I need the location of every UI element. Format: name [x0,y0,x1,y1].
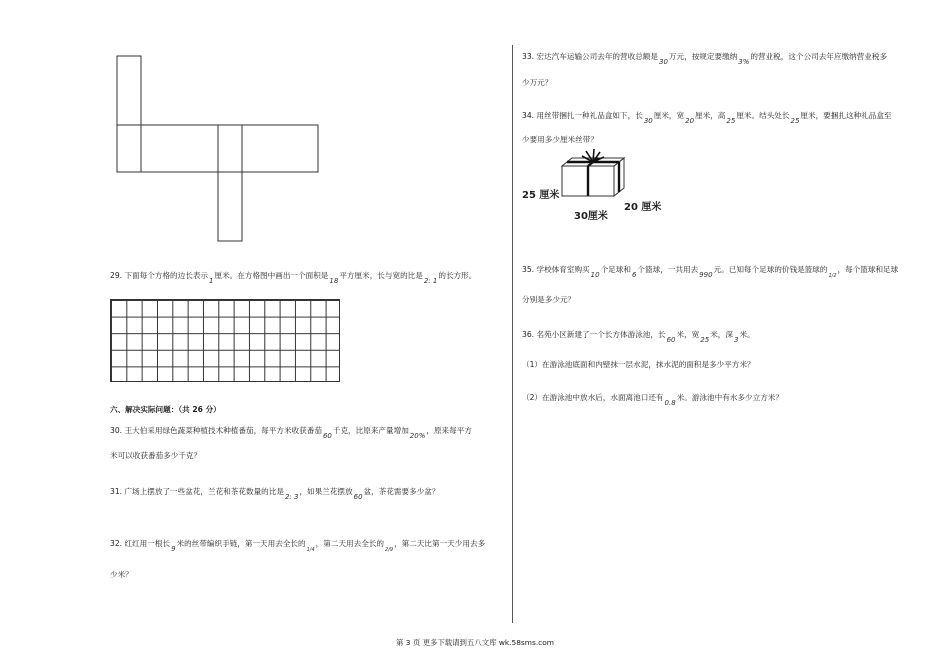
question-35: 35. 学校体育室购买10个足球和6个篮球，一共用去990元。已知每个足球的价钱是篮球的1/2，每个篮球和足球 [522,264,898,277]
box-length-label: 30厘米 [574,211,608,222]
question-30-line2: 米可以收获番茄多少千克？ [110,451,202,460]
question-34: 34. 用丝带捆扎一种礼品盒如下，长30厘米，宽20厘米，高25厘米。结头处长25厘米，要捆扎这种礼品盒至 [522,111,892,125]
question-36: 36. 名苑小区新建了一个长方体游泳池，长60米，宽25米，深3米。 [522,330,755,344]
value: 20% [409,432,426,440]
gift-box-figure [560,148,640,200]
question-32-line2: 少米？ [110,570,133,579]
fraction-value: 2/9 [385,547,394,553]
question-35-line2: 分别是多少元？ [522,295,576,304]
value: 25 [700,336,710,344]
question-34-line2: 少要用多少厘米丝带？ [522,135,598,144]
question-33: 33. 宏达汽车运输公司去年的营收总额是30万元，按规定要缴纳3%的营业税，这个公司去年应缴纳营业税多 [522,52,888,66]
value: 3% [738,58,750,66]
question-30: 30. 王大伯采用绿色蔬菜种植技术种植番茄，每平方米收获番茄60千克，比原来产量增加20%，原来每平方 [110,426,472,440]
value: 9 [171,545,176,553]
question-33-line2: 少万元？ [522,78,553,87]
cuboid-net-figure [110,50,325,245]
value: 20 [685,117,695,125]
column-divider [512,45,513,623]
value: 60 [666,336,676,344]
value: 990 [699,271,713,279]
fraction-value: 1/4 [306,547,315,553]
question-31: 31. 广场上摆放了一些盆花，兰花和茶花数量的比是2: 3，如果兰花摆放60盆，茶花需要多少盆？ [110,487,440,501]
question-36-sub2: （2）在游泳池中放水后，水面离池口还有0.8米。游泳池中有水多少立方米？ [522,393,783,407]
value: 30 [643,117,653,125]
value: 6 [631,271,637,279]
square-grid [110,299,340,382]
value: 60 [353,493,363,501]
box-width-label: 20 厘米 [624,202,662,213]
section-title: 六、解决实际问题：（共 26 分） [110,405,221,414]
page-footer: 第 3 页 更多下载请到五八文库 wk.58sms.com [396,638,554,647]
value: 1 [209,277,214,285]
value: 30 [659,58,668,66]
value: 25 [790,117,800,125]
question-36-sub1: （1）在游泳池底面和内壁抹一层水泥，抹水泥的面积是多少平方米？ [522,360,755,369]
value: 25 [726,117,736,125]
box-height-label: 25 厘米 [522,190,560,201]
fraction-value: 1/2 [828,273,837,279]
value: 3 [734,336,739,344]
question-29: 29. 下面每个方格的边长表示1厘米。在方格图中画出一个面积是18平方厘米，长与宽的比是2: 1的长方形。 [110,271,477,285]
value: 18 [329,277,339,285]
value: 2: 1 [423,277,438,285]
value: 60 [322,432,332,440]
value: 2: 3 [284,493,299,501]
question-32: 32. 红红用一根长9米的丝带编织手链，第一天用去全长的1/4，第二天用去全长的2/9，第二天比第一天少用去多 [110,538,485,551]
value: 0.8 [664,399,676,407]
value: 10 [590,271,600,279]
